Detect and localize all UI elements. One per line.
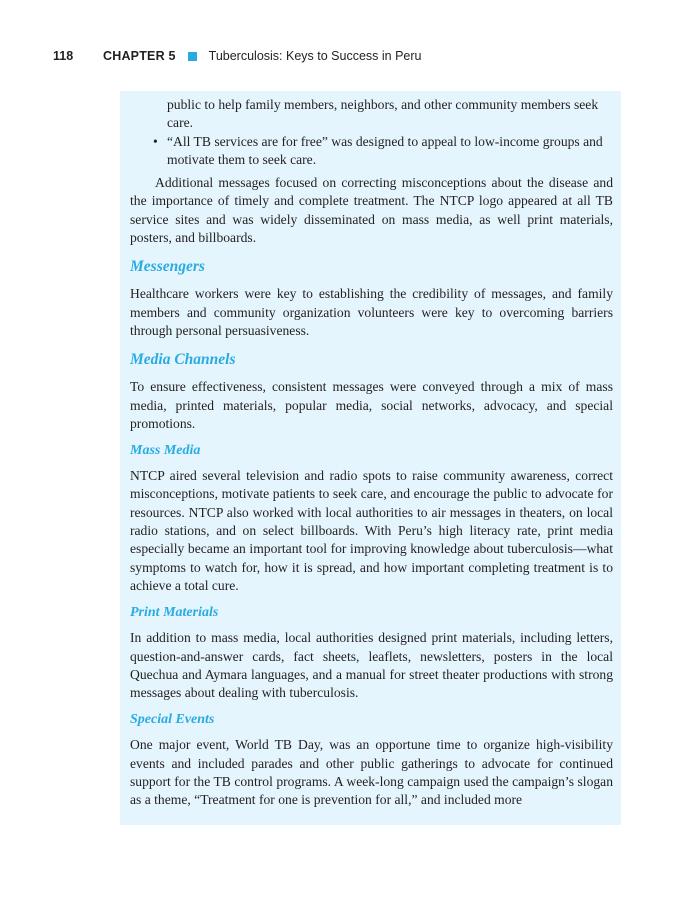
page-header (53, 48, 421, 64)
bullet-item (130, 133, 613, 170)
bullet-continuation: public to help family members, neighbors, and other community members seek care. (167, 97, 599, 131)
chapter-title: Tuberculosis: Keys to Success in Peru (208, 49, 422, 63)
heading-messengers: Messengers (130, 258, 205, 276)
paragraph-mass-media: NTCP aired several television and radio spots to raise community awareness, correct misconceptions, motivate patients to seek care, and encourage the public to advocate for resources. NTCP also worked with local authorities to air messages in theaters, on local radio stations, and on select billboards. With Peru’s high literacy rate, print media especially became an important tool for improving knowledge about tuberculosis—what symptoms to watch for, how it is spread, and how important completing treatment is to achieve a total cure. (130, 468, 613, 593)
bullet-text: “All TB services are for free” was designed to appeal to low-income groups and motivate them to seek care. (167, 133, 603, 167)
heading-mass-media: Mass Media (130, 443, 201, 459)
page-number: 118 (53, 49, 74, 63)
paragraph-media-channels: To ensure effectiveness, consistent messages were conveyed through a mix of mass media, printed materials, popular media, social networks, advocacy, and special promotions. (130, 379, 613, 431)
chapter-label: CHAPTER 5 (103, 49, 176, 63)
paragraph-special-events: One major event, World TB Day, was an opportune time to organize high-visibility events and included parades and other public gatherings to advocate for continued support for the TB control programs. A week-long campaign used the campaign’s slogan as a theme, “Treatment for one is prevention for all,” and included more (130, 737, 613, 808)
paragraph-print-materials: In addition to mass media, local authorities designed print materials, including letters, question-and-answer cards, fact sheets, leaflets, newsletters, posters in the local Quechua and Aymara languages, and a manual for street theater productions with strong messages about dealing with tuberculosis. (130, 630, 613, 701)
heading-special-events: Special Events (130, 712, 215, 728)
blue-square-icon (188, 52, 197, 61)
paragraph-messengers: Healthcare workers were key to establishing the credibility of messages, and family members and community organization volunteers were key to overcoming barriers through personal persuasiveness. (130, 286, 613, 338)
bullet-marker: • (153, 133, 158, 149)
paragraph-additional-messages: Additional messages focused on correcting misconceptions about the disease and the importance of timely and complete treatment. The NTCP logo appeared at all TB service sites and was widely disseminated on mass media, as well print materials, posters, and billboards. (130, 175, 613, 246)
heading-media-channels: Media Channels (130, 351, 236, 369)
sidebar-content (130, 96, 613, 810)
heading-print-materials: Print Materials (130, 605, 219, 621)
